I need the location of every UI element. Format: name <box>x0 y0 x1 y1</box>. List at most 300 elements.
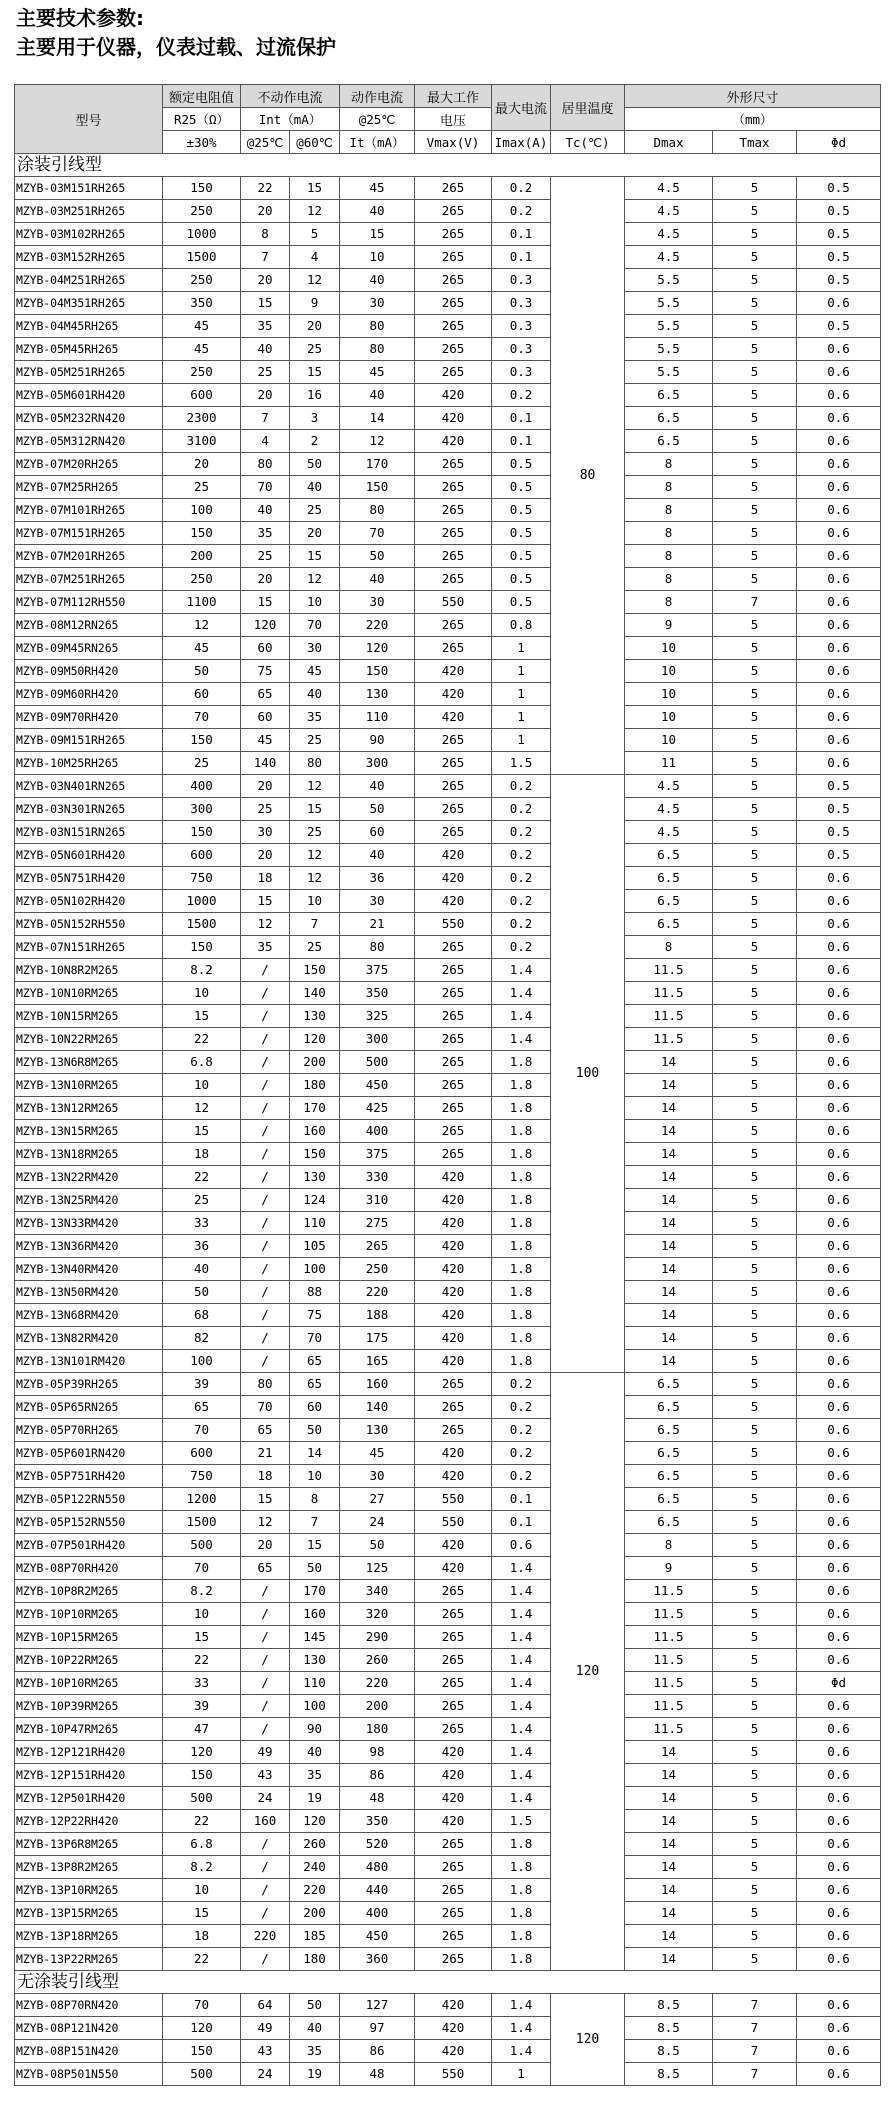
cell-imax: 0.2 <box>492 384 551 407</box>
cell-phid: 0.5 <box>797 775 881 798</box>
cell-int-60: 50 <box>290 1994 340 2017</box>
cell-int-60: 3 <box>290 407 340 430</box>
cell-dmax: 8 <box>625 522 713 545</box>
cell-dmax: 5.5 <box>625 269 713 292</box>
cell-tmax: 5 <box>713 545 797 568</box>
cell-imax: 1.4 <box>492 1580 551 1603</box>
cell-vmax: 265 <box>415 1856 492 1879</box>
cell-phid: 0.6 <box>797 660 881 683</box>
cell-model: MZYB-12P151RH420 <box>15 1764 163 1787</box>
cell-tmax: 5 <box>713 1419 797 1442</box>
cell-phid: 0.6 <box>797 1281 881 1304</box>
cell-r25: 18 <box>163 1925 241 1948</box>
cell-tmax: 5 <box>713 913 797 936</box>
cell-dmax: 11.5 <box>625 1672 713 1695</box>
cell-r25: 18 <box>163 1143 241 1166</box>
cell-r25: 150 <box>163 177 241 200</box>
cell-it: 110 <box>340 706 415 729</box>
cell-imax: 1.5 <box>492 752 551 775</box>
cell-it: 275 <box>340 1212 415 1235</box>
cell-r25: 100 <box>163 1350 241 1373</box>
cell-phid: 0.6 <box>797 1419 881 1442</box>
cell-it: 170 <box>340 453 415 476</box>
cell-imax: 1.8 <box>492 1281 551 1304</box>
cell-tmax: 5 <box>713 1879 797 1902</box>
cell-it: 440 <box>340 1879 415 1902</box>
cell-int-25: 7 <box>241 246 290 269</box>
cell-int-25: / <box>241 1212 290 1235</box>
cell-dmax: 9 <box>625 614 713 637</box>
cell-phid: 0.6 <box>797 614 881 637</box>
cell-phid: 0.6 <box>797 499 881 522</box>
cell-model: MZYB-13N36RM420 <box>15 1235 163 1258</box>
cell-dmax: 14 <box>625 1741 713 1764</box>
cell-tmax: 5 <box>713 1235 797 1258</box>
table-row <box>15 660 881 683</box>
cell-model: MZYB-08P121N420 <box>15 2017 163 2040</box>
cell-it: 98 <box>340 1741 415 1764</box>
cell-vmax: 265 <box>415 223 492 246</box>
cell-tmax: 5 <box>713 1396 797 1419</box>
cell-int-60: 160 <box>290 1120 340 1143</box>
cell-r25: 45 <box>163 338 241 361</box>
cell-model: MZYB-03M152RH265 <box>15 246 163 269</box>
cell-it: 40 <box>340 200 415 223</box>
cell-r25: 50 <box>163 1281 241 1304</box>
cell-imax: 1.4 <box>492 959 551 982</box>
cell-it: 265 <box>340 1235 415 1258</box>
cell-tmax: 5 <box>713 798 797 821</box>
cell-it: 290 <box>340 1626 415 1649</box>
table-row <box>15 1097 881 1120</box>
cell-model: MZYB-08M12RN265 <box>15 614 163 637</box>
cell-dmax: 14 <box>625 1948 713 1971</box>
cell-it: 150 <box>340 476 415 499</box>
cell-tmax: 5 <box>713 752 797 775</box>
cell-tmax: 5 <box>713 1856 797 1879</box>
cell-imax: 1.8 <box>492 1235 551 1258</box>
cell-dmax: 11.5 <box>625 1005 713 1028</box>
cell-int-25: 15 <box>241 890 290 913</box>
section-title: 涂装引线型 <box>15 154 881 177</box>
cell-tmax: 5 <box>713 982 797 1005</box>
cell-r25: 6.8 <box>163 1051 241 1074</box>
cell-model: MZYB-07M151RH265 <box>15 522 163 545</box>
cell-vmax: 265 <box>415 499 492 522</box>
cell-model: MZYB-10P10RM265 <box>15 1672 163 1695</box>
cell-tmax: 5 <box>713 1534 797 1557</box>
cell-r25: 600 <box>163 1442 241 1465</box>
cell-vmax: 420 <box>415 890 492 913</box>
table-row <box>15 1120 881 1143</box>
cell-int-25: 49 <box>241 1741 290 1764</box>
cell-tmax: 7 <box>713 2063 797 2086</box>
cell-phid: 0.6 <box>797 1074 881 1097</box>
cell-phid: 0.5 <box>797 844 881 867</box>
header-r25-tol: ±30% <box>163 131 241 154</box>
cell-curie-temp: 100 <box>551 775 625 1373</box>
cell-imax: 0.2 <box>492 913 551 936</box>
cell-phid: 0.6 <box>797 1465 881 1488</box>
cell-int-25: 140 <box>241 752 290 775</box>
cell-int-60: 15 <box>290 1534 340 1557</box>
cell-vmax: 265 <box>415 1925 492 1948</box>
cell-int-25: / <box>241 1166 290 1189</box>
cell-dmax: 10 <box>625 706 713 729</box>
cell-model: MZYB-09M70RH420 <box>15 706 163 729</box>
cell-int-60: 25 <box>290 729 340 752</box>
table-row <box>15 1856 881 1879</box>
cell-imax: 1.8 <box>492 1120 551 1143</box>
cell-tmax: 5 <box>713 1695 797 1718</box>
cell-int-60: 20 <box>290 315 340 338</box>
cell-int-60: 45 <box>290 660 340 683</box>
cell-int-60: 10 <box>290 890 340 913</box>
cell-imax: 1.8 <box>492 1902 551 1925</box>
cell-dmax: 10 <box>625 637 713 660</box>
cell-it: 80 <box>340 338 415 361</box>
cell-model: MZYB-13N6R8M265 <box>15 1051 163 1074</box>
cell-int-25: 49 <box>241 2017 290 2040</box>
table-row <box>15 1442 881 1465</box>
cell-int-25: 20 <box>241 200 290 223</box>
table-row <box>15 1925 881 1948</box>
cell-r25: 150 <box>163 1764 241 1787</box>
cell-int-25: 35 <box>241 936 290 959</box>
cell-vmax: 550 <box>415 2063 492 2086</box>
cell-dmax: 11.5 <box>625 1718 713 1741</box>
cell-it: 200 <box>340 1695 415 1718</box>
cell-int-25: 20 <box>241 568 290 591</box>
cell-dmax: 14 <box>625 1189 713 1212</box>
table-row <box>15 292 881 315</box>
section-header-row <box>15 154 881 177</box>
cell-int-25: / <box>241 1028 290 1051</box>
cell-vmax: 420 <box>415 1258 492 1281</box>
cell-it: 45 <box>340 177 415 200</box>
cell-model: MZYB-10P15RM265 <box>15 1626 163 1649</box>
cell-int-25: 7 <box>241 407 290 430</box>
cell-model: MZYB-07M20RH265 <box>15 453 163 476</box>
cell-it: 425 <box>340 1097 415 1120</box>
cell-int-60: 60 <box>290 1396 340 1419</box>
cell-it: 15 <box>340 223 415 246</box>
header-imax-unit: Imax(A) <box>492 131 551 154</box>
cell-int-25: / <box>241 1626 290 1649</box>
cell-model: MZYB-10P47RM265 <box>15 1718 163 1741</box>
cell-dmax: 14 <box>625 1879 713 1902</box>
cell-tmax: 5 <box>713 1672 797 1695</box>
cell-r25: 36 <box>163 1235 241 1258</box>
cell-int-60: 100 <box>290 1258 340 1281</box>
cell-dmax: 14 <box>625 1787 713 1810</box>
cell-vmax: 420 <box>415 1327 492 1350</box>
cell-vmax: 420 <box>415 2040 492 2063</box>
cell-imax: 1.8 <box>492 1350 551 1373</box>
cell-vmax: 265 <box>415 1051 492 1074</box>
cell-dmax: 14 <box>625 1856 713 1879</box>
cell-phid: 0.6 <box>797 1764 881 1787</box>
cell-vmax: 265 <box>415 1695 492 1718</box>
cell-dmax: 6.5 <box>625 1511 713 1534</box>
cell-dmax: 4.5 <box>625 798 713 821</box>
cell-r25: 1200 <box>163 1488 241 1511</box>
cell-int-60: 260 <box>290 1833 340 1856</box>
cell-int-25: 25 <box>241 798 290 821</box>
cell-int-60: 35 <box>290 2040 340 2063</box>
cell-phid: 0.6 <box>797 1143 881 1166</box>
table-row <box>15 1419 881 1442</box>
cell-imax: 1.4 <box>492 1557 551 1580</box>
cell-model: MZYB-13N33RM420 <box>15 1212 163 1235</box>
cell-int-60: 4 <box>290 246 340 269</box>
cell-it: 50 <box>340 1534 415 1557</box>
cell-imax: 1.4 <box>492 1695 551 1718</box>
cell-dmax: 6.5 <box>625 1488 713 1511</box>
table-row <box>15 1994 881 2017</box>
cell-it: 165 <box>340 1350 415 1373</box>
cell-imax: 0.3 <box>492 269 551 292</box>
cell-tmax: 5 <box>713 1741 797 1764</box>
cell-phid: 0.6 <box>797 292 881 315</box>
cell-r25: 15 <box>163 1120 241 1143</box>
cell-imax: 1.4 <box>492 1649 551 1672</box>
cell-dmax: 8 <box>625 476 713 499</box>
cell-model: MZYB-07N151RH265 <box>15 936 163 959</box>
cell-model: MZYB-05P39RH265 <box>15 1373 163 1396</box>
cell-model: MZYB-07M201RH265 <box>15 545 163 568</box>
cell-r25: 250 <box>163 568 241 591</box>
cell-int-25: 30 <box>241 821 290 844</box>
cell-model: MZYB-07P501RH420 <box>15 1534 163 1557</box>
cell-vmax: 265 <box>415 637 492 660</box>
cell-tmax: 5 <box>713 1166 797 1189</box>
cell-tmax: 5 <box>713 1787 797 1810</box>
cell-r25: 1100 <box>163 591 241 614</box>
cell-model: MZYB-09M45RN265 <box>15 637 163 660</box>
cell-vmax: 265 <box>415 1833 492 1856</box>
cell-tmax: 5 <box>713 706 797 729</box>
cell-r25: 1500 <box>163 913 241 936</box>
cell-it: 14 <box>340 407 415 430</box>
cell-r25: 50 <box>163 660 241 683</box>
cell-int-60: 120 <box>290 1810 340 1833</box>
cell-int-25: 220 <box>241 1925 290 1948</box>
cell-int-25: 40 <box>241 499 290 522</box>
table-row <box>15 1672 881 1695</box>
cell-imax: 1.4 <box>492 1718 551 1741</box>
cell-r25: 300 <box>163 798 241 821</box>
cell-tmax: 7 <box>713 2040 797 2063</box>
cell-vmax: 420 <box>415 1350 492 1373</box>
cell-tmax: 5 <box>713 338 797 361</box>
cell-int-25: 20 <box>241 269 290 292</box>
cell-model: MZYB-09M50RH420 <box>15 660 163 683</box>
header-dim-unit: （mm） <box>625 108 881 131</box>
cell-int-60: 200 <box>290 1051 340 1074</box>
cell-model: MZYB-05M312RN420 <box>15 430 163 453</box>
cell-it: 127 <box>340 1994 415 2017</box>
cell-it: 24 <box>340 1511 415 1534</box>
cell-int-60: 50 <box>290 1557 340 1580</box>
cell-tmax: 5 <box>713 1005 797 1028</box>
cell-it: 48 <box>340 1787 415 1810</box>
cell-int-60: 130 <box>290 1166 340 1189</box>
cell-it: 160 <box>340 1373 415 1396</box>
cell-r25: 82 <box>163 1327 241 1350</box>
cell-tmax: 5 <box>713 1327 797 1350</box>
cell-model: MZYB-13N101RM420 <box>15 1350 163 1373</box>
cell-dmax: 6.5 <box>625 1396 713 1419</box>
table-row <box>15 338 881 361</box>
cell-tmax: 5 <box>713 1580 797 1603</box>
cell-imax: 0.5 <box>492 453 551 476</box>
cell-tmax: 5 <box>713 407 797 430</box>
cell-it: 375 <box>340 959 415 982</box>
cell-r25: 20 <box>163 453 241 476</box>
cell-int-25: 64 <box>241 1994 290 2017</box>
cell-vmax: 265 <box>415 522 492 545</box>
cell-model: MZYB-12P22RH420 <box>15 1810 163 1833</box>
cell-r25: 1000 <box>163 223 241 246</box>
table-row <box>15 1281 881 1304</box>
cell-it: 150 <box>340 660 415 683</box>
cell-phid: 0.6 <box>797 476 881 499</box>
cell-phid: 0.6 <box>797 2040 881 2063</box>
cell-r25: 40 <box>163 1258 241 1281</box>
cell-int-25: / <box>241 1580 290 1603</box>
cell-it: 188 <box>340 1304 415 1327</box>
cell-phid: 0.6 <box>797 1097 881 1120</box>
cell-r25: 150 <box>163 936 241 959</box>
cell-tmax: 5 <box>713 315 797 338</box>
table-row <box>15 2063 881 2086</box>
cell-dmax: 14 <box>625 1143 713 1166</box>
cell-phid: 0.6 <box>797 982 881 1005</box>
cell-int-60: 16 <box>290 384 340 407</box>
cell-r25: 8.2 <box>163 1856 241 1879</box>
cell-imax: 1.4 <box>492 2017 551 2040</box>
table-row <box>15 2017 881 2040</box>
cell-int-25: 20 <box>241 775 290 798</box>
cell-int-60: 150 <box>290 959 340 982</box>
cell-r25: 60 <box>163 683 241 706</box>
cell-model: MZYB-13N68RM420 <box>15 1304 163 1327</box>
table-row <box>15 246 881 269</box>
cell-int-60: 130 <box>290 1005 340 1028</box>
cell-dmax: 6.5 <box>625 384 713 407</box>
cell-model: MZYB-08P70RH420 <box>15 1557 163 1580</box>
cell-phid: 0.5 <box>797 200 881 223</box>
cell-phid: 0.5 <box>797 798 881 821</box>
cell-int-60: 40 <box>290 1741 340 1764</box>
cell-int-60: 7 <box>290 1511 340 1534</box>
cell-imax: 1.8 <box>492 1879 551 1902</box>
cell-model: MZYB-13N82RM420 <box>15 1327 163 1350</box>
cell-tmax: 5 <box>713 1810 797 1833</box>
cell-int-60: 5 <box>290 223 340 246</box>
cell-model: MZYB-03M251RH265 <box>15 200 163 223</box>
cell-tmax: 5 <box>713 499 797 522</box>
cell-imax: 1 <box>492 2063 551 2086</box>
cell-int-60: 130 <box>290 1649 340 1672</box>
table-row <box>15 1810 881 1833</box>
cell-phid: 0.6 <box>797 959 881 982</box>
cell-vmax: 265 <box>415 1718 492 1741</box>
cell-tmax: 5 <box>713 1649 797 1672</box>
cell-int-25: / <box>241 1902 290 1925</box>
cell-model: MZYB-13P22RM265 <box>15 1948 163 1971</box>
cell-int-60: 105 <box>290 1235 340 1258</box>
cell-r25: 70 <box>163 1994 241 2017</box>
table-row <box>15 936 881 959</box>
table-row <box>15 2040 881 2063</box>
cell-it: 70 <box>340 522 415 545</box>
table-row <box>15 844 881 867</box>
cell-int-60: 12 <box>290 775 340 798</box>
cell-r25: 70 <box>163 1419 241 1442</box>
cell-it: 350 <box>340 1810 415 1833</box>
header-vmax-unit: Vmax(V) <box>415 131 492 154</box>
cell-vmax: 265 <box>415 315 492 338</box>
cell-model: MZYB-03M151RH265 <box>15 177 163 200</box>
header-imax-group: 最大电流 <box>492 85 551 131</box>
cell-r25: 10 <box>163 1603 241 1626</box>
cell-phid: 0.6 <box>797 591 881 614</box>
table-row <box>15 1557 881 1580</box>
cell-int-60: 100 <box>290 1695 340 1718</box>
cell-vmax: 265 <box>415 1672 492 1695</box>
cell-tmax: 5 <box>713 959 797 982</box>
table-row <box>15 1258 881 1281</box>
cell-dmax: 11.5 <box>625 1603 713 1626</box>
cell-vmax: 265 <box>415 1074 492 1097</box>
cell-vmax: 420 <box>415 1787 492 1810</box>
cell-model: MZYB-03N401RN265 <box>15 775 163 798</box>
cell-phid: 0.5 <box>797 315 881 338</box>
cell-int-25: / <box>241 1350 290 1373</box>
cell-vmax: 265 <box>415 1649 492 1672</box>
cell-r25: 22 <box>163 1166 241 1189</box>
cell-it: 375 <box>340 1143 415 1166</box>
cell-dmax: 14 <box>625 1074 713 1097</box>
cell-tmax: 5 <box>713 177 797 200</box>
cell-it: 320 <box>340 1603 415 1626</box>
cell-vmax: 265 <box>415 1603 492 1626</box>
table-row <box>15 1580 881 1603</box>
cell-imax: 1.8 <box>492 1189 551 1212</box>
cell-vmax: 265 <box>415 1120 492 1143</box>
cell-it: 300 <box>340 752 415 775</box>
cell-vmax: 420 <box>415 867 492 890</box>
cell-r25: 39 <box>163 1373 241 1396</box>
table-row <box>15 1350 881 1373</box>
cell-phid: 0.6 <box>797 1051 881 1074</box>
cell-r25: 15 <box>163 1005 241 1028</box>
cell-int-60: 180 <box>290 1074 340 1097</box>
table-row <box>15 982 881 1005</box>
cell-phid: 0.6 <box>797 1718 881 1741</box>
cell-dmax: 8 <box>625 499 713 522</box>
cell-int-25: 24 <box>241 1787 290 1810</box>
cell-imax: 1 <box>492 683 551 706</box>
cell-int-25: 80 <box>241 453 290 476</box>
cell-phid: 0.6 <box>797 1994 881 2017</box>
cell-dmax: 6.5 <box>625 867 713 890</box>
cell-phid: 0.6 <box>797 1235 881 1258</box>
cell-phid: 0.6 <box>797 1028 881 1051</box>
cell-int-25: / <box>241 1672 290 1695</box>
